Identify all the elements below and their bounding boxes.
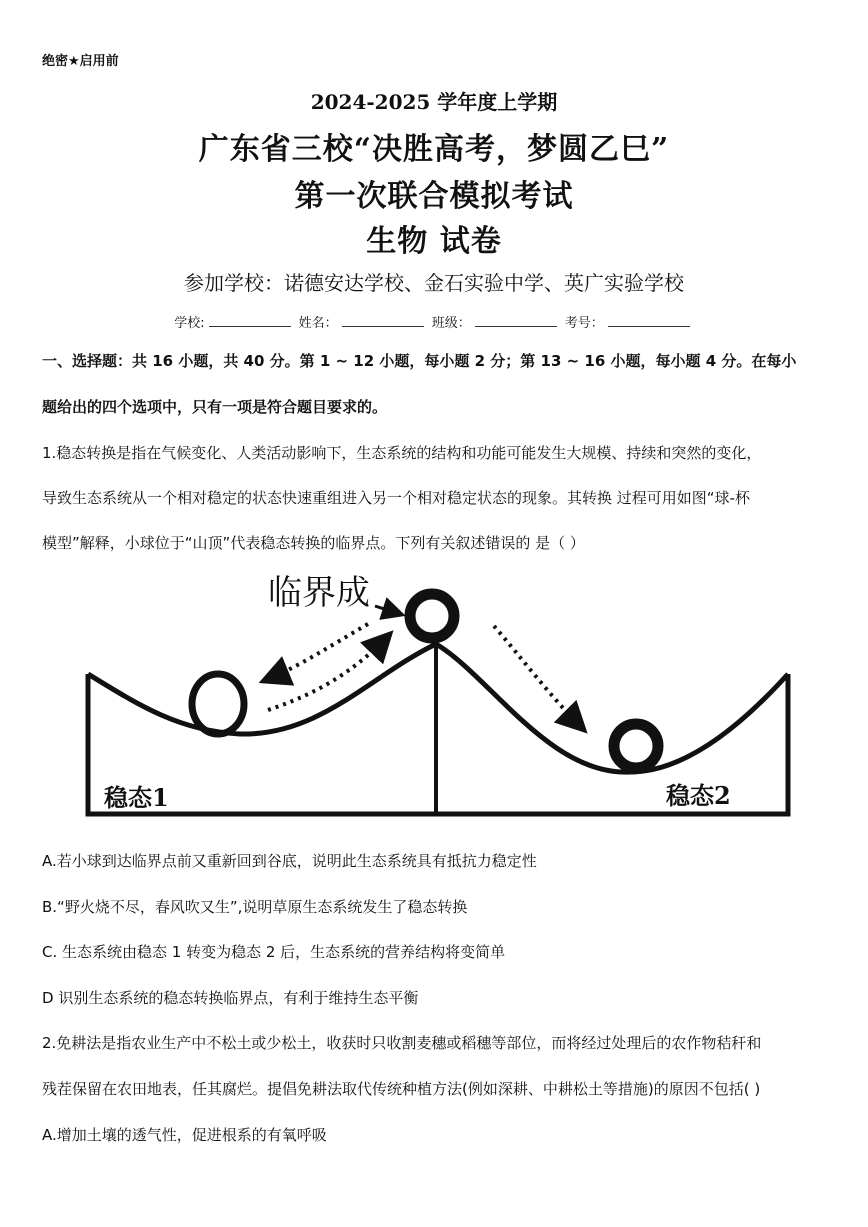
ball-cup-model-figure (70, 566, 800, 828)
state2-label: 稳态2 (666, 781, 731, 810)
field-class-blank[interactable] (475, 312, 557, 327)
field-school-label: 学校: (174, 316, 205, 331)
q2-stem-line1: 2.免耕法是指农业生产中不松土或少松土，收获时只收割麦穗或稻穗等部位，而将经过处理后的农作物秸秆和 (42, 1034, 762, 1052)
q1-option-c[interactable]: C. 生态系统由稳态 1 转变为稳态 2 后，生态系统的营养结构将变简单 (42, 943, 506, 961)
exam-title-line1: 广东省三校“决胜高考，梦圆乙巳” (198, 132, 670, 167)
arrow-toward-critical (268, 636, 388, 710)
q1-option-b[interactable]: B.“野火烧不尽，春风吹又生”,说明草原生态系统发生了稳态转换 (42, 898, 468, 916)
ball-state2-icon (614, 724, 658, 768)
q1-option-d[interactable]: D 识别生态系统的稳态转换临界点，有利于维持生态平衡 (42, 989, 419, 1007)
field-id-label: 考号： (564, 316, 604, 331)
q1-stem-line3: 模型”解释，小球位于“山顶”代表稳态转换的临界点。下列有关叙述错误的 是（ ） (42, 534, 585, 552)
school-year: 2024-2025 学年度上学期 (310, 90, 558, 114)
q1-stem-line2: 导致生态系统从一个相对稳定的状态快速重组进入另一个相对稳定状态的现象。其转换 过程可用如图“球-杯 (42, 489, 750, 507)
ball-critical-icon (410, 594, 454, 638)
student-info-fields (0, 312, 868, 331)
exam-title-line2: 第一次联合模拟考试 (294, 179, 574, 214)
ball-state1-icon (192, 674, 244, 734)
q2-option-a[interactable]: A.增加土壤的透气性，促进根系的有氧呼吸 (42, 1126, 327, 1144)
participating-schools: 参加学校：诺德安达学校、金石实验中学、英广实验学校 (184, 271, 684, 295)
section-instructions-line1: 一、选择题：共 16 小题，共 40 分。第 1 ~ 12 小题，每小题 2 分；第 13 ~ 16 小题，每小题 4 分。在每小 (42, 352, 797, 370)
field-school-blank[interactable] (209, 312, 291, 327)
q1-option-a[interactable]: A.若小球到达临界点前又重新回到谷底，说明此生态系统具有抵抗力稳定性 (42, 852, 537, 870)
state1-label: 稳态1 (104, 783, 169, 812)
field-class-label: 班级： (431, 316, 471, 331)
confidential-mark: 绝密★启用前 (42, 54, 119, 69)
q1-stem-line1: 1.稳态转换是指在气候变化、人类活动影响下，生态系统的结构和功能可能发生大规模、持续和突然的变化， (42, 444, 762, 462)
critical-label: 临界成 (268, 573, 370, 613)
field-id-blank[interactable] (608, 312, 690, 327)
field-name-label: 姓名： (298, 316, 338, 331)
field-name-blank[interactable] (342, 312, 424, 327)
exam-title-line3: 生物 试卷 (366, 224, 502, 259)
arrow-to-state2 (494, 626, 582, 728)
arrow-label-pointer (375, 606, 400, 614)
arrow-back-to-state1 (266, 624, 368, 680)
q2-stem-line2: 残茬保留在农田地表，任其腐烂。提倡免耕法取代传统种植方法(例如深耕、中耕松土等措施)的原因不包括( ) (42, 1080, 761, 1098)
section-instructions-line2: 题给出的四个选项中，只有一项是符合题目要求的。 (42, 398, 388, 416)
